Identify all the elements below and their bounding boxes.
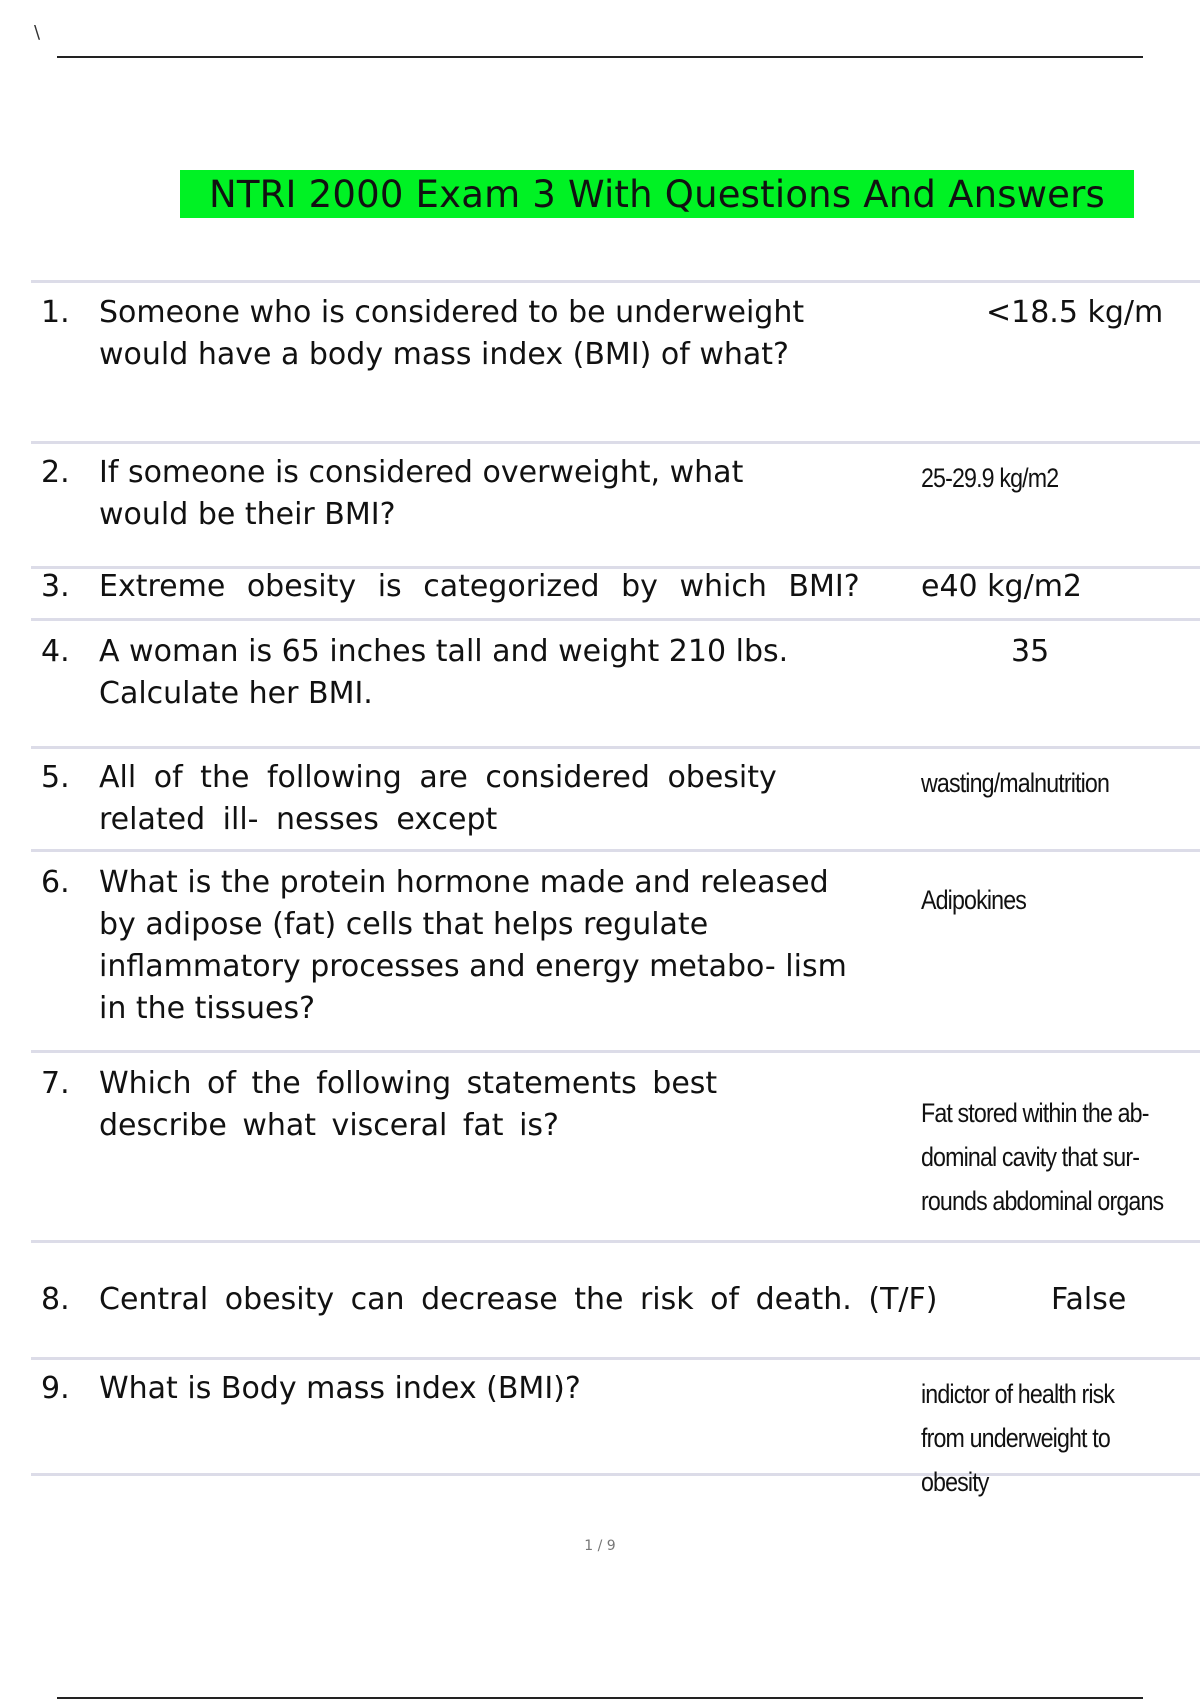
question-text: A woman is 65 inches tall and weight 210 lbs. Calculate her BMI.: [99, 634, 789, 711]
question-number: 6.: [41, 865, 70, 900]
question-row-6: [31, 849, 1200, 1050]
question-row-9: [31, 1357, 1200, 1497]
question-row-8: [31, 1240, 1200, 1357]
answer-text: indictor of health risk from underweight to obesity: [921, 1379, 1115, 1497]
question-text: All of the following are considered obesity related ill- nesses except: [99, 760, 777, 837]
question-row-3: [31, 566, 1200, 618]
answer-text: Fat stored within the ab- dominal cavity that sur- rounds abdominal organs: [921, 1098, 1164, 1216]
question-text: What is the protein hormone made and released by adipose (fat) cells that helps regulate inflammatory processes and energy metabo- lism in the tissues?: [99, 865, 847, 1026]
question-row-2: [31, 441, 1200, 566]
question-number: 1.: [41, 295, 70, 330]
question-text: Extreme obesity is categorized by which BMI?: [99, 569, 860, 604]
question-number: 3.: [41, 569, 70, 604]
page-number: 1 / 9: [584, 1538, 616, 1554]
question-text: What is Body mass index (BMI)?: [99, 1371, 581, 1406]
question-row-5: [31, 746, 1200, 849]
question-text: If someone is considered overweight, what would be their BMI?: [99, 455, 744, 532]
answer-text: <18.5 kg/m: [986, 295, 1164, 330]
answer-text: False: [1051, 1282, 1127, 1317]
question-text: Central obesity can decrease the risk of death. (T/F): [99, 1282, 938, 1317]
question-row-4: [31, 618, 1200, 746]
answer-text: 25-29.9 kg/m2: [921, 463, 1059, 493]
question-number: 2.: [41, 455, 70, 490]
question-number: 9.: [41, 1371, 70, 1406]
question-number: 5.: [41, 760, 70, 795]
header-rule: [57, 56, 1143, 58]
question-table: [31, 280, 1200, 1497]
answer-text: Adipokines: [921, 885, 1027, 915]
answer-text: wasting/malnutrition: [921, 768, 1110, 798]
title-highlight: [180, 170, 1134, 218]
question-number: 4.: [41, 634, 70, 669]
answer-text: e40 kg/m2: [921, 569, 1083, 604]
question-number: 8.: [41, 1282, 70, 1317]
question-number: 7.: [41, 1066, 70, 1101]
question-text: Someone who is considered to be underweight would have a body mass index (BMI) of what?: [99, 295, 805, 372]
question-text: Which of the following statements best describe what visceral fat is?: [99, 1066, 718, 1143]
answer-text: 35: [1011, 634, 1050, 669]
question-row-7: [31, 1050, 1200, 1240]
corner-mark: \: [34, 22, 41, 43]
document-title: NTRI 2000 Exam 3 With Questions And Answers: [208, 172, 1106, 216]
question-row-1: [31, 280, 1200, 441]
footer-rule: [57, 1697, 1143, 1699]
